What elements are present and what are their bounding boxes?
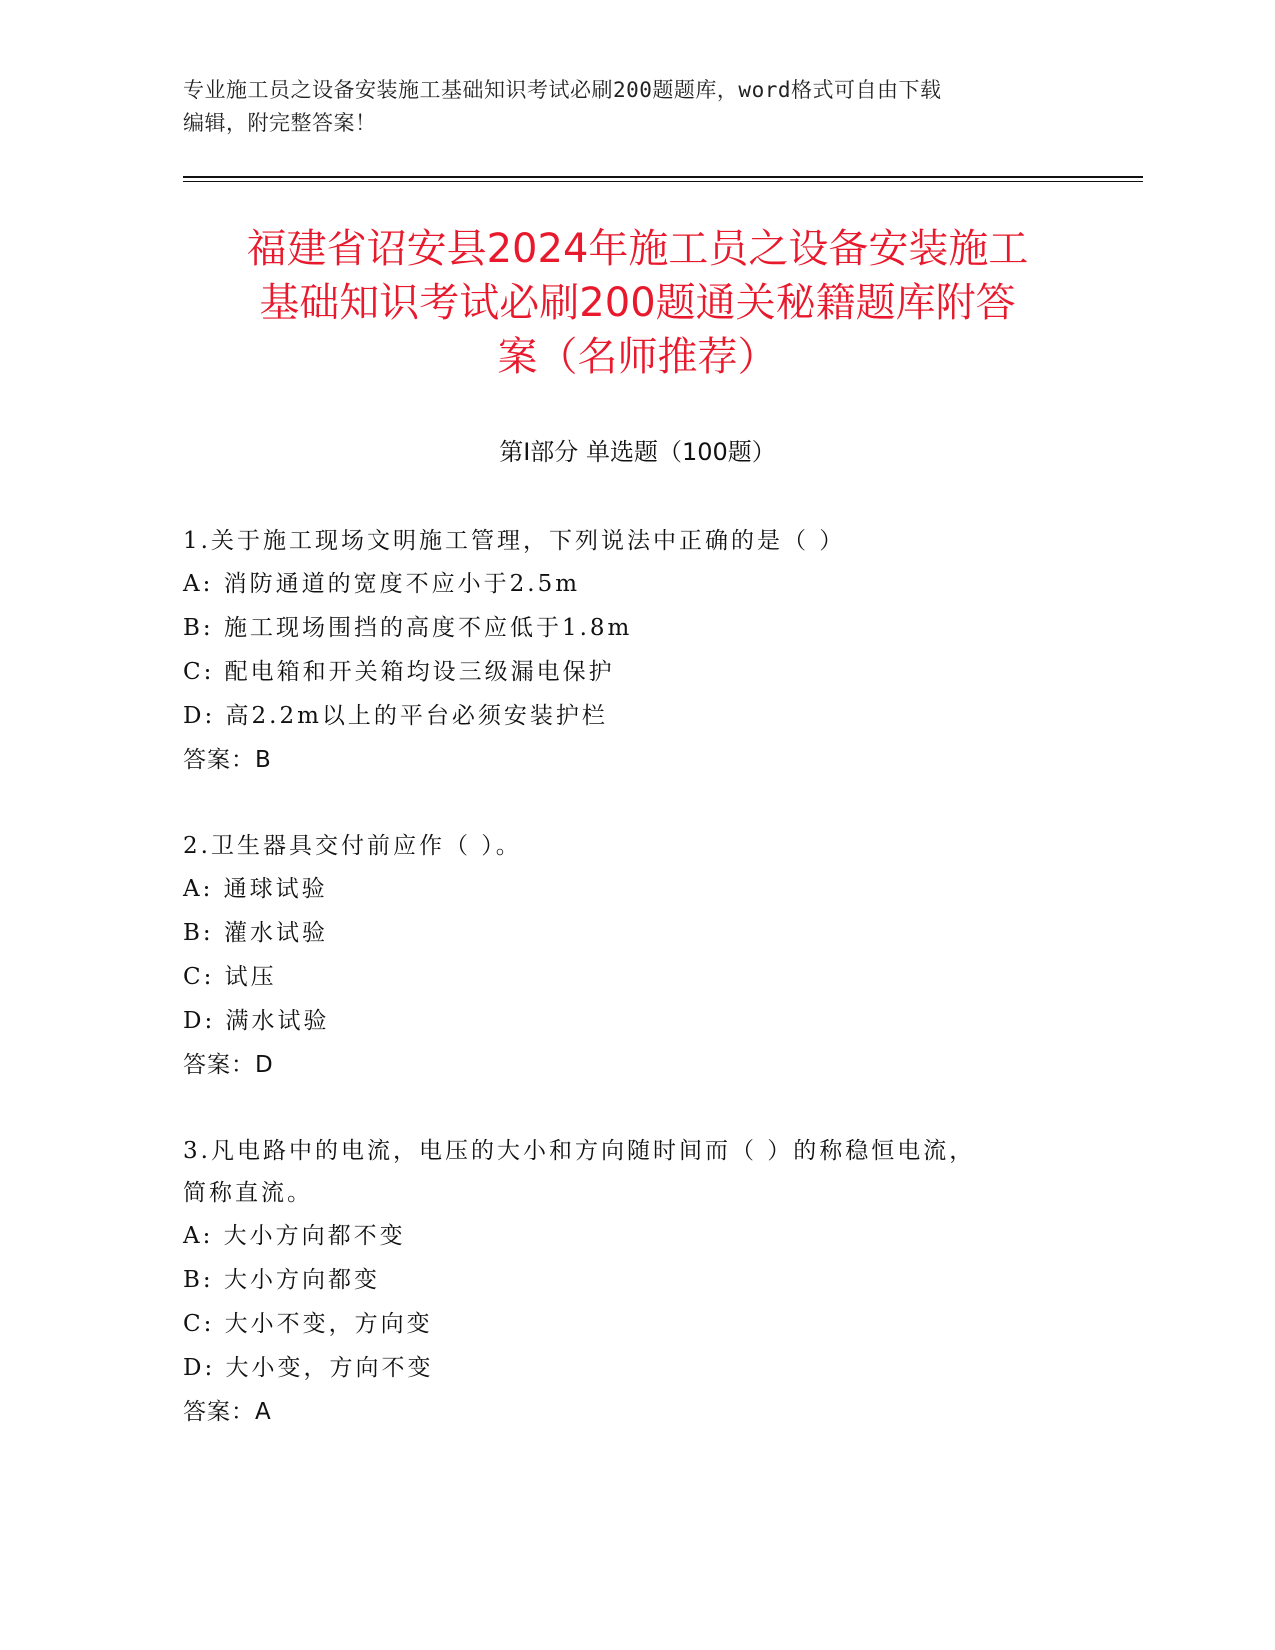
option-b: B: 灌水试验 xyxy=(183,920,328,946)
question-item xyxy=(183,520,1083,782)
option-a: A: 通球试验 xyxy=(183,876,328,902)
question-stem: 3.凡电路中的电流，电压的大小和方向随时间而（ ）的称稳恒电流， xyxy=(183,1138,976,1164)
option-a: A: 消防通道的宽度不应小于2.5m xyxy=(183,571,581,597)
answer-line: 答案：D xyxy=(183,1052,274,1078)
document-title xyxy=(150,222,1125,384)
header-note xyxy=(183,74,1063,140)
option-b: B: 大小方向都变 xyxy=(183,1267,380,1293)
option-a: A: 大小方向都不变 xyxy=(183,1223,406,1249)
header-note-line: 编辑，附完整答案！ xyxy=(183,111,377,135)
option-d: D: 满水试验 xyxy=(183,1008,330,1034)
option-c: C: 大小不变，方向变 xyxy=(183,1311,433,1337)
question-item xyxy=(183,1130,1083,1434)
option-b: B: 施工现场围挡的高度不应低于1.8m xyxy=(183,615,633,641)
answer-line: 答案：B xyxy=(183,747,272,773)
title-line: 基础知识考试必刷200题通关秘籍题库附答 xyxy=(259,280,1016,326)
question-stem: 1.关于施工现场文明施工管理，下列说法中正确的是（ ） xyxy=(183,528,846,554)
title-line: 福建省诏安县2024年施工员之设备安装施工 xyxy=(246,226,1029,272)
section-heading: 第Ⅰ部分 单选题（100题） xyxy=(499,438,776,466)
option-c: C: 试压 xyxy=(183,964,277,990)
header-divider-thin xyxy=(183,181,1143,182)
header-divider-thick xyxy=(183,176,1143,178)
question-list xyxy=(183,520,1083,1434)
question-stem-continued: 简称直流。 xyxy=(183,1180,313,1206)
question-stem: 2.卫生器具交付前应作（ ）。 xyxy=(183,833,522,859)
answer-line: 答案：A xyxy=(183,1399,272,1425)
option-d: D: 大小变，方向不变 xyxy=(183,1355,434,1381)
option-d: D: 高2.2m以上的平台必须安装护栏 xyxy=(183,703,608,729)
option-c: C: 配电箱和开关箱均设三级漏电保护 xyxy=(183,659,615,685)
title-line: 案（名师推荐） xyxy=(497,334,778,380)
question-item xyxy=(183,825,1083,1087)
header-note-line: 专业施工员之设备安装施工基础知识考试必刷200题题库，word格式可自由下载 xyxy=(183,78,942,102)
